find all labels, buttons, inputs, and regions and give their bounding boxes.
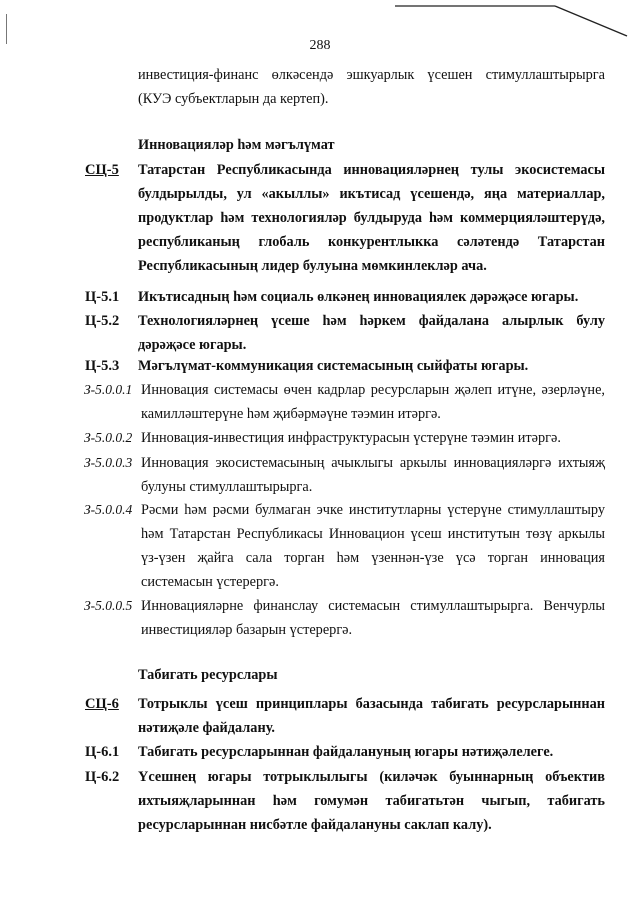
- measure-text: [141, 378, 605, 426]
- text-line: булуны стимуллаштырырга.: [141, 479, 313, 495]
- measure-code: З-5.0.0.1: [84, 382, 133, 397]
- section-heading: Инновацияләр һәм мәгълүмат: [138, 137, 335, 153]
- text-line: нәтиҗәле файдалану.: [138, 720, 275, 736]
- text-line: Республикасының лидер булуына мөмкинлекләр ача.: [138, 258, 487, 274]
- section-heading: Табигать ресурслары: [138, 667, 278, 683]
- goal-code: Ц-6.2: [85, 769, 120, 785]
- text-line: Тотрыклы үсеш принциплары базасында табигать ресурсларыннан: [138, 696, 605, 712]
- goal-code: Ц-5.2: [85, 313, 120, 329]
- measure-text: [141, 426, 605, 450]
- measure-code: З-5.0.0.3: [84, 455, 133, 470]
- text-line: булдырылды, ул «акыллы» икътисад үсешендә, яңа материаллар,: [138, 186, 605, 202]
- measure-text: [141, 451, 605, 499]
- measure-code: З-5.0.0.5: [84, 598, 133, 613]
- measure-code: З-5.0.0.4: [84, 502, 133, 517]
- goal-text: [138, 354, 605, 378]
- text-line: Технологияләрнең үсеше һәм һәркем файдалана алырлык булу: [138, 313, 605, 329]
- text-line: инвестицияләр базарын үстерергә.: [141, 622, 353, 638]
- measure-text: [141, 594, 605, 642]
- text-line: Үсешнең югары тотрыклылыгы (киләчәк буыннарның объектив: [138, 769, 605, 785]
- goal-text: [138, 765, 605, 837]
- text-line: продуктлар һәм технологияләр булдыруда һәм коммерцияләштерүдә,: [138, 210, 605, 226]
- text-line: Табигать ресурсларыннан файдалануның югары нәтиҗәлелеге.: [138, 744, 554, 760]
- measure-text: [141, 498, 605, 594]
- text-line: системасын үстерергә.: [141, 574, 279, 590]
- goal-code: Ц-5.1: [85, 289, 120, 305]
- text-line: инвестиция-финанс өлкәсендә эшкуарлык үсешен стимуллаштырырга: [138, 67, 605, 83]
- goal-code: Ц-5.3: [85, 358, 120, 374]
- text-line: Татарстан Республикасында инновацияләрнең тулы экосистемасы: [138, 162, 605, 178]
- goal-code: Ц-6.1: [85, 744, 120, 760]
- goal-text: [138, 740, 605, 764]
- text-line: дәрәҗәсе югары.: [138, 337, 247, 353]
- page-number: 288: [309, 38, 331, 53]
- text-line: Инновация экосистемасының ачыклыгы аркылы инновацияләргә ихтыяҗ: [141, 455, 605, 471]
- text-line: Икътисадның һәм социаль өлкәнең инновациялек дәрәҗәсе югары.: [138, 289, 579, 305]
- text-line: (КУЭ субъектларын да кертеп).: [138, 91, 329, 107]
- text-line: ресурсларыннан нисбәтле файдалануны саклап калу).: [138, 817, 492, 833]
- text-line: Инновацияләрне финанслау системасын стимуллаштырырга. Венчурлы: [141, 598, 605, 614]
- text-line: Инновация системасы өчен кадрлар ресурсларын җәлеп итүне, әзерләүне,: [141, 382, 605, 398]
- text-line: камилләштерүне һәм җибәрмәүне тәэмин итәргә.: [141, 406, 441, 422]
- measure-code: З-5.0.0.2: [84, 430, 133, 445]
- scan-corner-mark: [395, 0, 640, 40]
- text-line: һәм Татарстан Республикасы Инновацион үсеш институтын төзү аркылы: [141, 526, 605, 542]
- text-line: республиканың глобаль конкурентлыкка сәләтендә Татарстан: [138, 234, 605, 250]
- strategic-goal-code: СЦ-6: [85, 696, 119, 712]
- strategic-goal-text: [138, 692, 605, 740]
- text-line: үз-үзен җайга сала торган һәм үзеннән-үзе үсә торган инновация: [141, 550, 605, 566]
- text-line: Рәсми һәм рәсми булмаган эчке институтларны үстерүне стимуллаштыру: [141, 502, 605, 518]
- text-line: Инновация-инвестиция инфраструктурасын үстерүне тәэмин итәргә.: [141, 430, 561, 446]
- strategic-goal-code: СЦ-5: [85, 162, 119, 178]
- intro-paragraph: [138, 63, 605, 111]
- text-line: Мәгълүмат-коммуникация системасының сыйфаты югары.: [138, 358, 529, 374]
- goal-text: [138, 309, 605, 357]
- goal-text: [138, 285, 605, 309]
- strategic-goal-text: [138, 158, 605, 278]
- text-line: ихтыяҗларыннан һәм гомумән табигатьтән чыгып, табигать: [138, 793, 605, 809]
